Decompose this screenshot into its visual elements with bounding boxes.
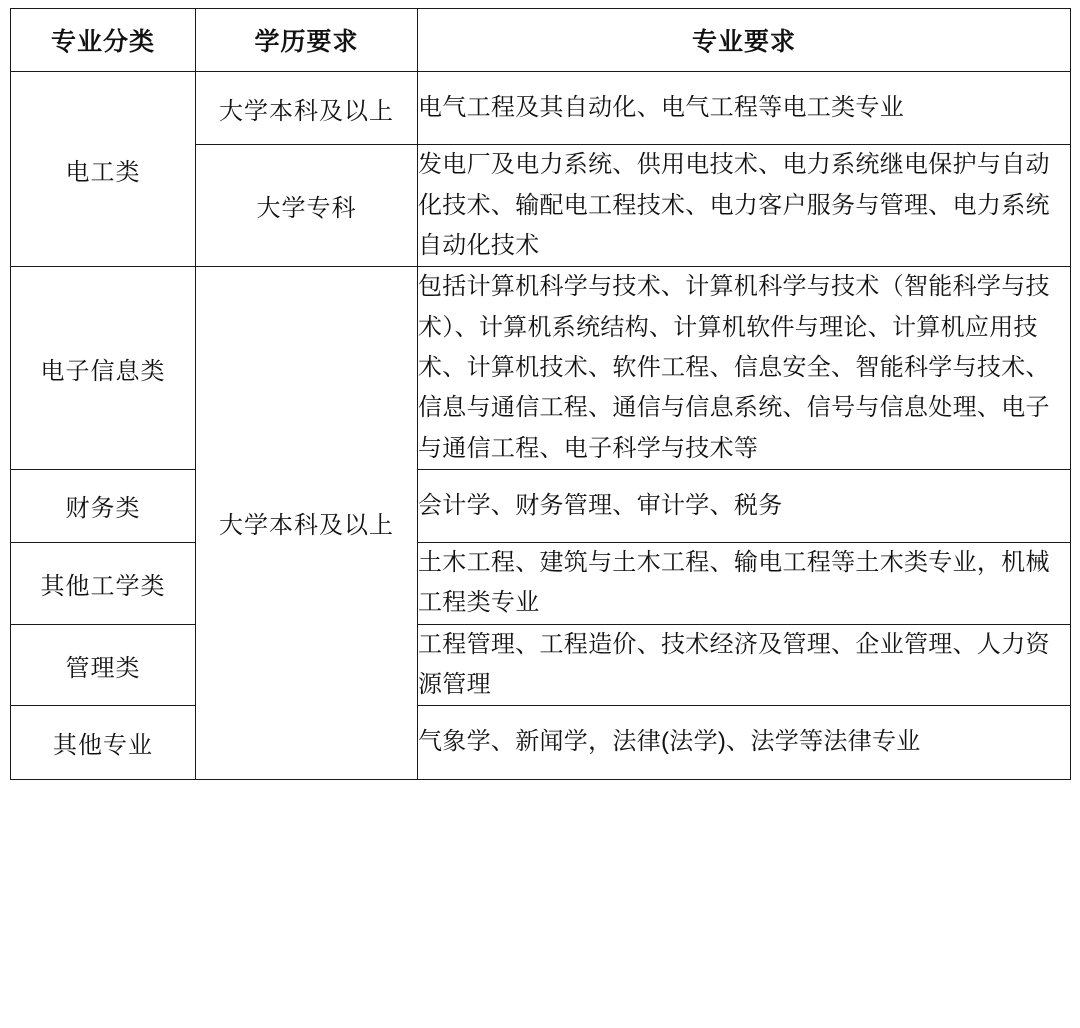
cell-category-caiwu: 财务类	[11, 469, 196, 542]
cell-education-zhuanke: 大学专科	[196, 145, 418, 267]
cell-category-dianzixinxi: 电子信息类	[11, 267, 196, 470]
cell-requirement-qitagongxue: 土木工程、建筑与土木工程、输电工程等土木类专业，机械工程类专业	[418, 543, 1071, 625]
major-requirements-table	[10, 8, 1071, 780]
cell-education-benke-2: 大学本科及以上	[196, 267, 418, 779]
cell-education-benke-1: 大学本科及以上	[196, 72, 418, 145]
table-row	[11, 469, 1071, 542]
table-header-row	[11, 9, 1071, 72]
table-row	[11, 543, 1071, 625]
table-row	[11, 267, 1071, 470]
cell-requirement-qitazhuanye: 气象学、新闻学，法律(法学)、法学等法律专业	[418, 706, 1071, 779]
cell-requirement-caiwu: 会计学、财务管理、审计学、税务	[418, 469, 1071, 542]
cell-requirement-diangong-zhuanke: 发电厂及电力系统、供用电技术、电力系统继电保护与自动化技术、输配电工程技术、电力客户服务与管理、电力系统自动化技术	[418, 145, 1071, 267]
table-row	[11, 706, 1071, 779]
cell-category-guanli: 管理类	[11, 624, 196, 706]
cell-category-diangong: 电工类	[11, 72, 196, 267]
header-cell-requirement: 专业要求	[418, 9, 1071, 72]
cell-requirement-dianzixinxi: 包括计算机科学与技术、计算机科学与技术（智能科学与技术）、计算机系统结构、计算机软件与理论、计算机应用技术、计算机技术、软件工程、信息安全、智能科学与技术、信息与通信工程、通信与信息系统、信号与信息处理、电子与通信工程、电子科学与技术等	[418, 267, 1071, 470]
cell-requirement-guanli: 工程管理、工程造价、技术经济及管理、企业管理、人力资源管理	[418, 624, 1071, 706]
cell-category-qitagongxue: 其他工学类	[11, 543, 196, 625]
header-cell-category: 专业分类	[11, 9, 196, 72]
table-row	[11, 72, 1071, 145]
header-cell-education: 学历要求	[196, 9, 418, 72]
table-row	[11, 624, 1071, 706]
cell-category-qitazhuanye: 其他专业	[11, 706, 196, 779]
cell-requirement-diangong-benke: 电气工程及其自动化、电气工程等电工类专业	[418, 72, 1071, 145]
